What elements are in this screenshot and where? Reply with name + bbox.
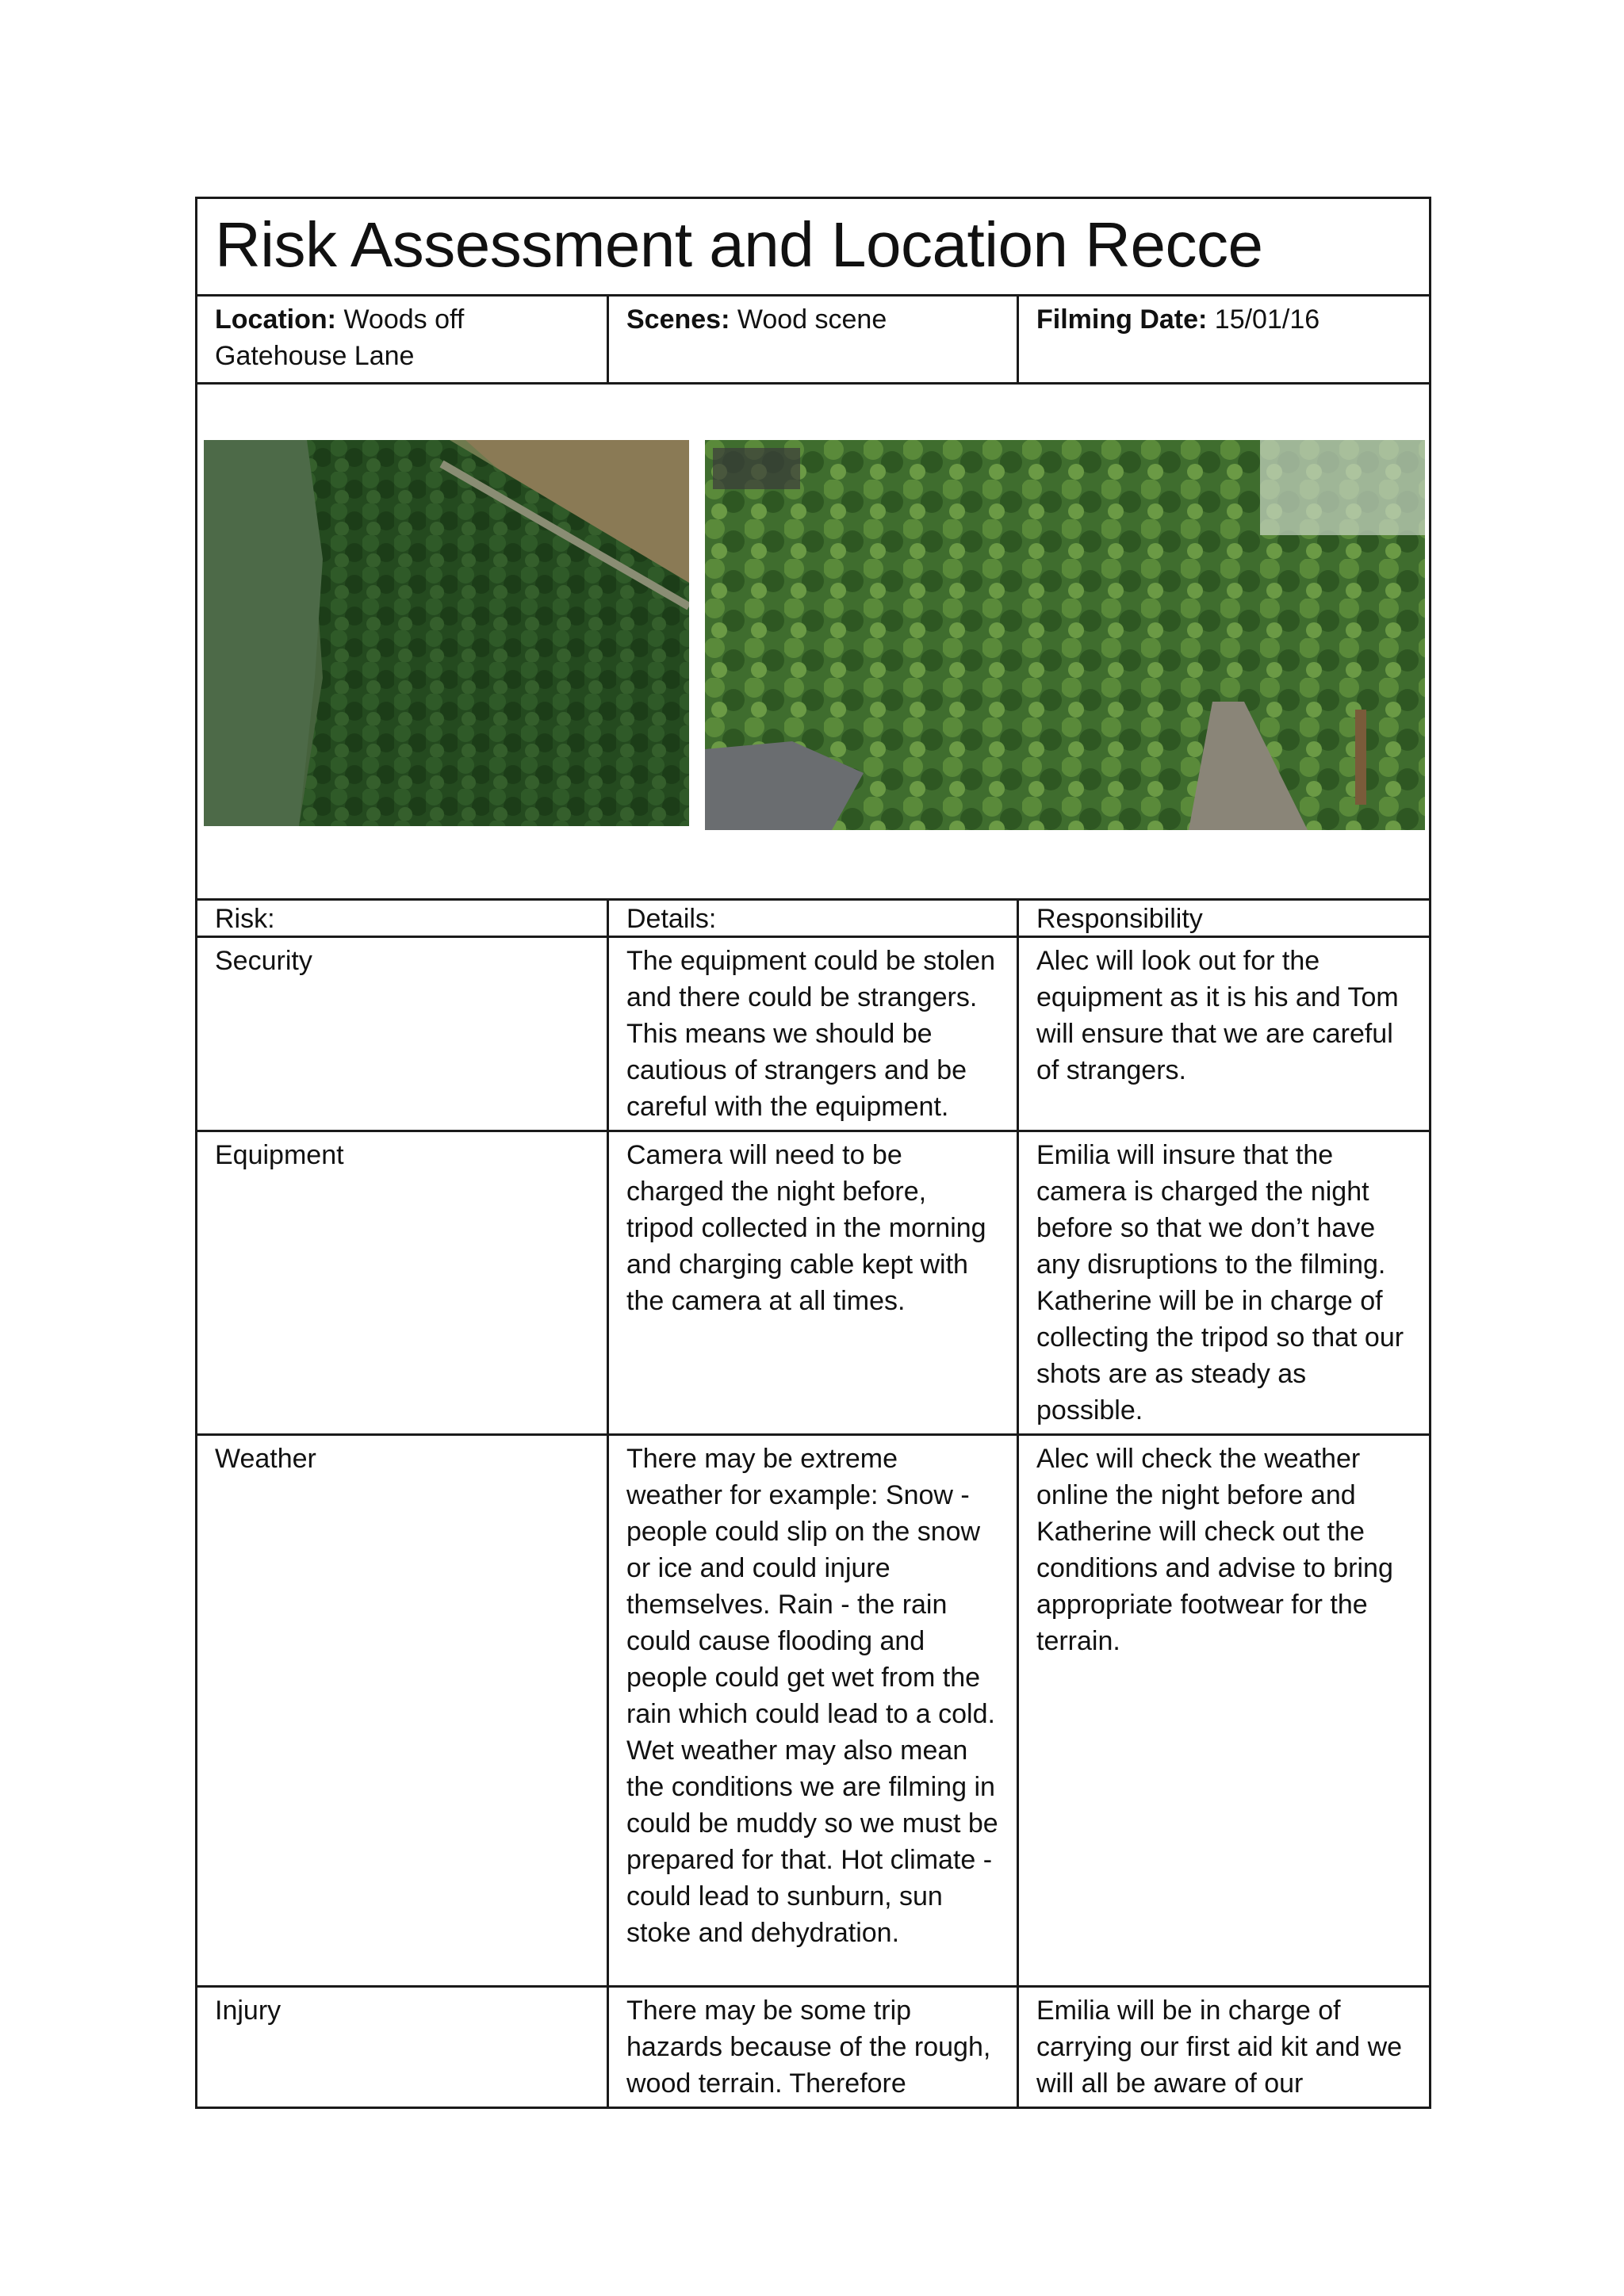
aerial-map-image: [204, 440, 689, 826]
page-title: Risk Assessment and Location Recce: [215, 209, 1263, 280]
responsibility-cell: Emilia will be in charge of carrying our first aid kit and we will all be aware of our: [1018, 1987, 1431, 2108]
table-row: [197, 937, 1431, 1131]
responsibility-cell: Alec will look out for the equipment as it is his and Tom will ensure that we are careful of strangers.: [1018, 937, 1431, 1131]
details-cell: There may be some trip hazards because of the rough, wood terrain. Therefore: [608, 1987, 1018, 2108]
details-cell: There may be extreme weather for example: Snow - people could slip on the snow or ice and could injure themselves. Rain - the rain could cause flooding and people could get wet from the rain which could lead to a cold. Wet weather may also mean the conditions we are filming in could be muddy so we must be prepared for that. Hot climate - could lead to sunburn, sun stoke and dehydration.: [608, 1435, 1018, 1987]
location-cell: [197, 296, 608, 384]
location-value: Woods off Gatehouse Lane: [215, 304, 465, 371]
risk-cell: Equipment: [197, 1131, 608, 1435]
details-cell: The equipment could be stolen and there could be strangers. This means we should be cautious of strangers and be careful with the equipment.: [608, 937, 1018, 1131]
header-responsibility: Responsibility: [1018, 900, 1431, 937]
risk-cell: Security: [197, 937, 608, 1131]
filming-date-value: 15/01/16: [1214, 304, 1320, 335]
street-view-image: [705, 440, 1425, 830]
responsibility-cell: Alec will check the weather online the night before and Katherine will check out the conditions and advise to bring appropriate footwear for the terrain.: [1018, 1435, 1431, 1987]
table-row: [197, 1131, 1431, 1435]
header-risk: Risk:: [197, 900, 608, 937]
details-cell: Camera will need to be charged the night before, tripod collected in the morning and charging cable kept with the camera at all times.: [608, 1131, 1018, 1435]
scenes-value: Wood scene: [737, 304, 887, 335]
scenes-label: Scenes:: [626, 304, 730, 335]
images-cell: [197, 384, 1431, 900]
filming-date-cell: [1018, 296, 1431, 384]
responsibility-cell: Emilia will insure that the camera is charged the night before so that we don’t have any disruptions to the filming. Katherine will be in charge of collecting the tripod so that our shots are as steady as possible.: [1018, 1131, 1431, 1435]
title-cell: [197, 198, 1431, 296]
filming-date-label: Filming Date:: [1036, 304, 1208, 335]
document-page: [195, 197, 1429, 2109]
location-label: Location:: [215, 304, 336, 335]
scenes-cell: [608, 296, 1018, 384]
risk-cell: Injury: [197, 1987, 608, 2108]
risk-cell: Weather: [197, 1435, 608, 1987]
header-details: Details:: [608, 900, 1018, 937]
table-row: [197, 1435, 1431, 1987]
risk-assessment-table: [195, 197, 1431, 2109]
table-row: [197, 1987, 1431, 2108]
